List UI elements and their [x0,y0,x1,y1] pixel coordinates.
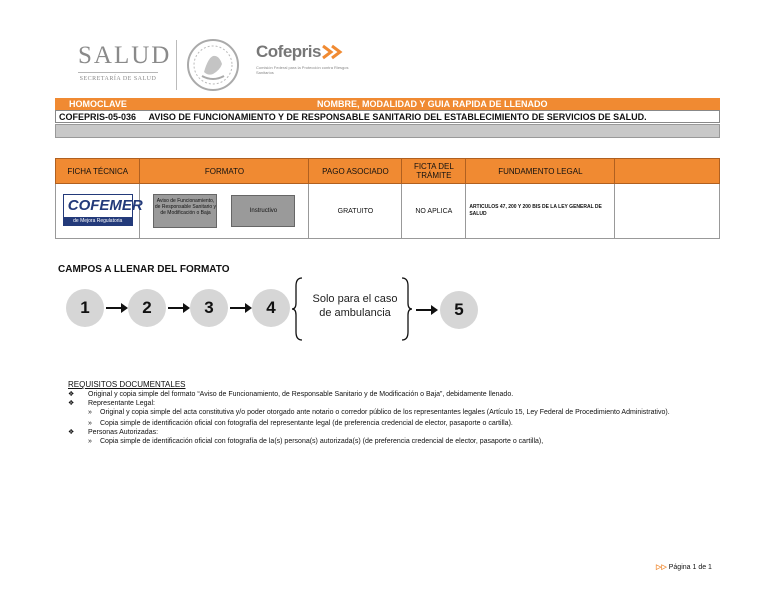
header-pago-asociado: PAGO ASOCIADO [309,159,402,184]
list-item [68,399,723,408]
requisito-text: Original y copia simple del acta constitutiva y/o poder otorgado ante notario o corredor público de los representantes legales (Artículo 15, Ley Federal de Procedimiento Administrativo). [100,409,670,416]
diamond-bullet-icon: ❖ [68,391,75,398]
cofepris-logo-subtitle: Comisión Federal para la Protección contra Riesgos Sanitarios [256,65,349,75]
double-chevron-bullet-icon: » [88,438,92,445]
salud-logo-rule [78,72,158,73]
header-fundamento-legal: FUNDAMENTO LEGAL [466,159,615,184]
list-item [68,390,723,399]
diamond-bullet-icon: ❖ [68,400,75,407]
step-circle-4: 4 [252,289,290,327]
step-arrow [168,307,188,309]
cofemer-logo-strip: de Mejora Regulatoria [64,217,132,225]
diamond-bullet-icon: ❖ [68,429,75,436]
cell-formato [140,184,309,239]
requisitos-list [68,390,723,446]
title-band [55,98,720,110]
list-item [68,419,723,428]
page-footer [656,563,712,571]
logo-divider [176,40,177,90]
salud-logo-word: SALUD [78,42,172,69]
requisitos-title: REQUISITOS DOCUMENTALES [68,380,186,389]
step-arrow [106,307,126,309]
step-circle-2: 2 [128,289,166,327]
list-item [68,437,723,446]
salud-logo-subtitle: SECRETARÍA DE SALUD [79,76,157,82]
homoclave-value: COFEPRIS-05-036 [59,112,137,122]
formato-aviso-button[interactable]: Aviso de Funcionamiento, de Responsable Sanitario y de Modificación o Baja [153,194,217,228]
ficha-header-row [56,159,720,184]
cofepris-logo [256,42,366,75]
tramite-title-row [55,110,720,123]
header-ficha-tecnica: FICHA TÉCNICA [56,159,140,184]
step-arrow [230,307,250,309]
step-arrow [416,309,436,311]
cell-ficta: NO APLICA [402,184,466,239]
requisito-text: Personas Autorizadas: [88,429,159,436]
campos-title: CAMPOS A LLENAR DEL FORMATO [58,264,230,275]
cofepris-chevron-icon [321,44,347,60]
page-number: Página 1 de 1 [668,564,712,571]
header-formato: FORMATO [140,159,309,184]
band-homoclave-label: HOMOCLAVE [69,99,127,109]
requisito-text: Copia simple de identificación oficial con fotografía del representante legal (de preferencia credencial de elector, pasaporte o cartilla). [100,420,513,427]
header-empty [615,159,720,184]
step-circle-5: 5 [440,291,478,329]
cofemer-logo-word: COFEMER [67,197,143,214]
step-circle-3: 3 [190,289,228,327]
step-circle-1: 1 [66,289,104,327]
list-item [68,408,723,417]
salud-logo [78,42,172,82]
grey-separator-row [55,124,720,138]
national-seal-icon [186,38,240,92]
cofepris-chevron-icon: ▷▷ [656,564,667,571]
cofemer-logo-link[interactable] [63,194,143,226]
double-chevron-bullet-icon: » [88,409,92,416]
ficha-table [55,158,720,239]
band-nombre-label: NOMBRE, MODALIDAD Y GUIA RAPIDA DE LLENADO [317,99,548,109]
tramite-name: AVISO DE FUNCIONAMIENTO Y DE RESPONSABLE SANITARIO DEL ESTABLECIMIENTO DE SERVICIOS DE SALUD. [148,112,647,122]
ambulancia-note: Solo para el caso de ambulancia [312,293,398,319]
cell-ficha-tecnica [56,184,143,239]
instructivo-button[interactable]: Instructivo [231,195,295,227]
cell-pago: GRATUITO [309,184,402,239]
cell-empty [615,184,720,239]
cell-fundamento: ARTICULOS 47, 200 Y 200 BIS DE LA LEY GENERAL DE SALUD [466,184,615,239]
requisito-text: Original y copia simple del formato “Aviso de Funcionamiento, de Responsable Sanitario y de Modificación o Baja”, debidamente llenado. [88,391,514,398]
ficha-data-row [56,184,720,239]
cofepris-logo-word: Cofepris [256,42,321,61]
double-chevron-bullet-icon: » [88,420,92,427]
list-item [68,428,723,437]
header-ficta: FICTA DEL TRÁMITE [402,159,466,184]
requisito-text: Representante Legal: [88,400,155,407]
requisito-text: Copia simple de identificación oficial con fotografía de la(s) persona(s) autorizada(s) (de preferencia credencial de elector, pasaporte o cartilla), [100,438,544,445]
